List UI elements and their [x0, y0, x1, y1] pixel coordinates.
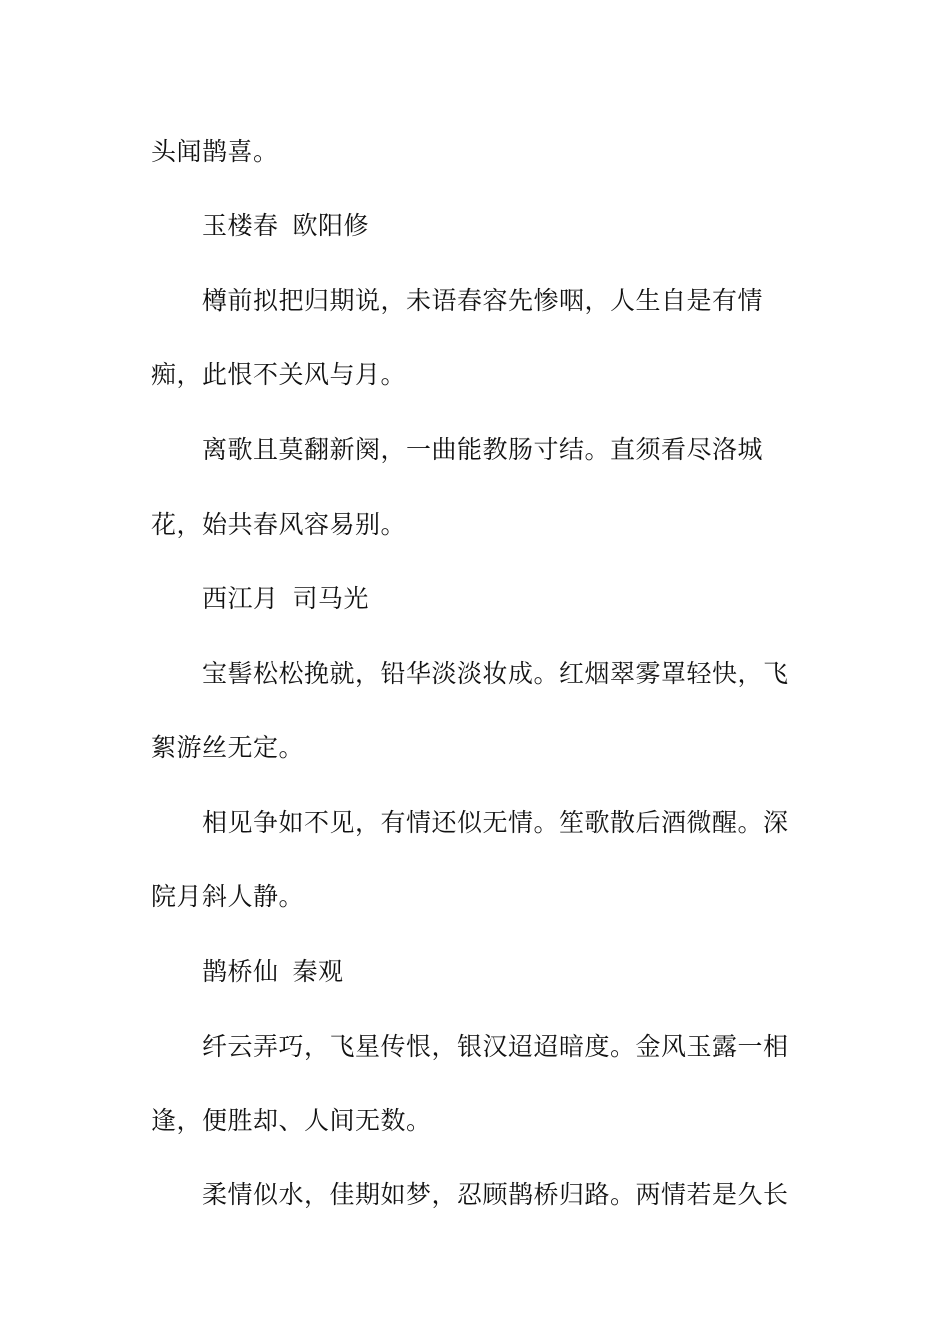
paragraph-line: 院月斜人静。 — [151, 882, 305, 911]
paragraph-line: 痴，此恨不关风与月。 — [151, 360, 407, 389]
paragraph-line: 樽前拟把归期说，未语春容先惨咽，人生自是有情 — [202, 286, 764, 315]
poem-title: 鹊桥仙 — [202, 957, 279, 986]
paragraph-line: 相见争如不见，有情还似无情。笙歌散后酒微醒。深 — [202, 808, 789, 837]
paragraph-line: 头闻鹊喜。 — [151, 137, 279, 166]
poem-author: 秦观 — [292, 957, 344, 986]
poem-heading — [202, 579, 796, 619]
paragraph-line: 逢，便胜却、人间无数。 — [151, 1106, 432, 1135]
poem-author: 司马光 — [292, 584, 370, 613]
poem-title: 西江月 — [202, 584, 279, 613]
paragraph-line: 宝髻松松挽就，铅华淡淡妆成。红烟翠雾罩轻快，飞 — [202, 659, 789, 688]
paragraph-line: 花，始共春风容易别。 — [151, 510, 407, 539]
paragraph-line: 柔情似水，佳期如梦，忍顾鹊桥归路。两情若是久长 — [202, 1180, 789, 1209]
poem-heading — [202, 206, 796, 246]
poem-author: 欧阳修 — [292, 211, 370, 240]
paragraph-line: 纤云弄巧，飞星传恨，银汉迢迢暗度。金风玉露一相 — [202, 1032, 789, 1061]
poem-heading — [202, 952, 796, 992]
poem-title: 玉楼春 — [202, 211, 279, 240]
paragraph-line: 絮游丝无定。 — [151, 733, 305, 762]
paragraph-line: 离歌且莫翻新阕，一曲能教肠寸结。直须看尽洛城 — [202, 435, 764, 464]
